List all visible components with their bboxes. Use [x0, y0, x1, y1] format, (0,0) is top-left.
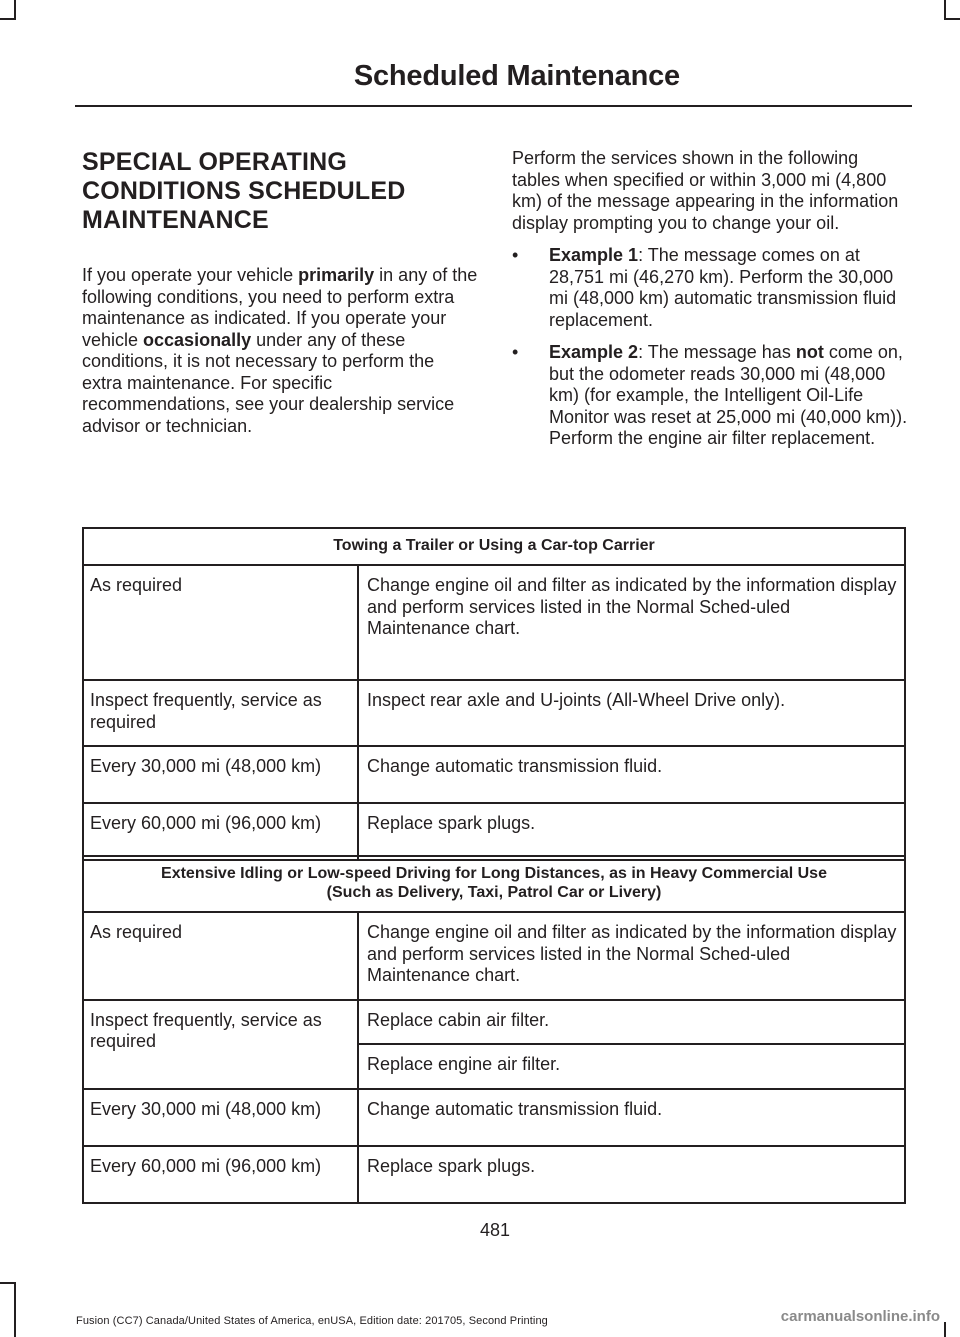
example-item	[512, 245, 910, 331]
task-cell: Replace spark plugs.	[358, 803, 905, 860]
frequency-cell: Every 60,000 mi (96,000 km)	[83, 1146, 358, 1203]
crop-mark	[944, 18, 960, 20]
frequency-cell: Every 30,000 mi (48,000 km)	[83, 1089, 358, 1146]
crop-mark	[14, 1282, 16, 1337]
frequency-cell: As required	[83, 565, 358, 680]
intro-paragraph	[82, 265, 478, 437]
table-row	[83, 746, 905, 803]
table-row	[83, 565, 905, 680]
example-label: Example 2	[549, 342, 639, 362]
task-cell: Change engine oil and filter as indicated by the information display and perform services listed in the Normal Sched-uled Maintenance chart.	[358, 912, 905, 1000]
intro-emphasis: primarily	[298, 265, 375, 285]
task-cell: Replace engine air filter.	[358, 1044, 905, 1089]
crop-mark	[14, 0, 16, 18]
page-title: Scheduled Maintenance	[353, 60, 680, 92]
table-title-line: Extensive Idling or Low-speed Driving for Long Distances, as in Heavy Commercial Use	[161, 865, 827, 882]
task-cell: Replace cabin air filter.	[358, 1000, 905, 1045]
task-cell: Change automatic transmission fluid.	[358, 746, 905, 803]
example-text: : The message has	[638, 342, 796, 362]
example-label: Example 1	[549, 245, 639, 265]
section-heading	[82, 148, 478, 235]
crop-mark	[0, 18, 16, 20]
table-row	[83, 1089, 905, 1146]
frequency-cell: Inspect frequently, service as required	[83, 680, 358, 746]
crop-mark	[0, 1282, 16, 1284]
frequency-cell: Inspect frequently, service as required	[83, 1000, 358, 1089]
example-emphasis: not	[795, 342, 824, 362]
towing-maintenance-table	[82, 527, 906, 861]
table-row	[83, 1146, 905, 1203]
watermark: carmanualsonline.info	[780, 1308, 940, 1325]
right-column	[512, 148, 910, 450]
section-heading-line: SPECIAL OPERATING	[82, 148, 348, 176]
crop-mark	[944, 0, 946, 18]
task-cell: Replace spark plugs.	[358, 1146, 905, 1203]
task-cell: Change automatic transmission fluid.	[358, 1089, 905, 1146]
left-column	[82, 148, 478, 437]
intro-text: in any of the following conditions, you need to perform extra maintenance as indicated. If you operate your vehicle	[82, 265, 478, 350]
section-heading-line: MAINTENANCE	[82, 206, 269, 234]
table-header-row	[83, 856, 905, 912]
table-row	[83, 1000, 905, 1045]
table-header-row	[83, 528, 905, 565]
idling-maintenance-table	[82, 855, 906, 1204]
table-title-line: (Such as Delivery, Taxi, Patrol Car or Livery)	[326, 884, 662, 901]
example-text: : The message comes on at 28,751 mi (46,270 km). Perform the 30,000 mi (48,000 km) automatic transmission fluid replacement.	[549, 245, 897, 330]
intro-text: If you operate your vehicle	[82, 265, 299, 285]
bullet-icon: •	[512, 342, 519, 362]
intro-emphasis: occasionally	[143, 329, 252, 350]
section-heading-line: CONDITIONS SCHEDULED	[82, 177, 406, 205]
header-divider	[75, 105, 912, 107]
bullet-icon: •	[512, 245, 519, 265]
table-row	[83, 803, 905, 860]
intro-text: under any of these conditions, it is not necessary to perform the extra maintenance. For specific recommendations, see your dealership service advisor or technician.	[82, 329, 455, 436]
frequency-cell: As required	[83, 912, 358, 1000]
services-paragraph: Perform the services shown in the following tables when specified or within 3,000 mi (4,800 km) of the message appearing in the information display prompting you to change your oil.	[512, 148, 899, 233]
table-title: Towing a Trailer or Using a Car-top Carrier	[83, 528, 905, 565]
table-row	[83, 912, 905, 1000]
table-title	[83, 856, 905, 912]
page-number: 481	[479, 1220, 511, 1240]
task-cell: Change engine oil and filter as indicated by the information display and perform services listed in the Normal Sched-uled Maintenance chart.	[358, 565, 905, 680]
task-cell: Inspect rear axle and U-joints (All-Wheel Drive only).	[358, 680, 905, 746]
example-item	[512, 342, 910, 450]
frequency-cell: Every 30,000 mi (48,000 km)	[83, 746, 358, 803]
table-row	[83, 680, 905, 746]
frequency-cell: Every 60,000 mi (96,000 km)	[83, 803, 358, 860]
example-text: come on, but the odometer reads 30,000 mi (48,000 km) (for example, the Intelligent Oil-Life Monitor was reset at 25,000 mi (40,000 km)). Perform the engine air filter replacement.	[549, 342, 908, 448]
edition-footer: Fusion (CC7) Canada/United States of America, enUSA, Edition date: 201705, Second Printing	[76, 1315, 548, 1327]
crop-mark	[944, 1322, 946, 1337]
